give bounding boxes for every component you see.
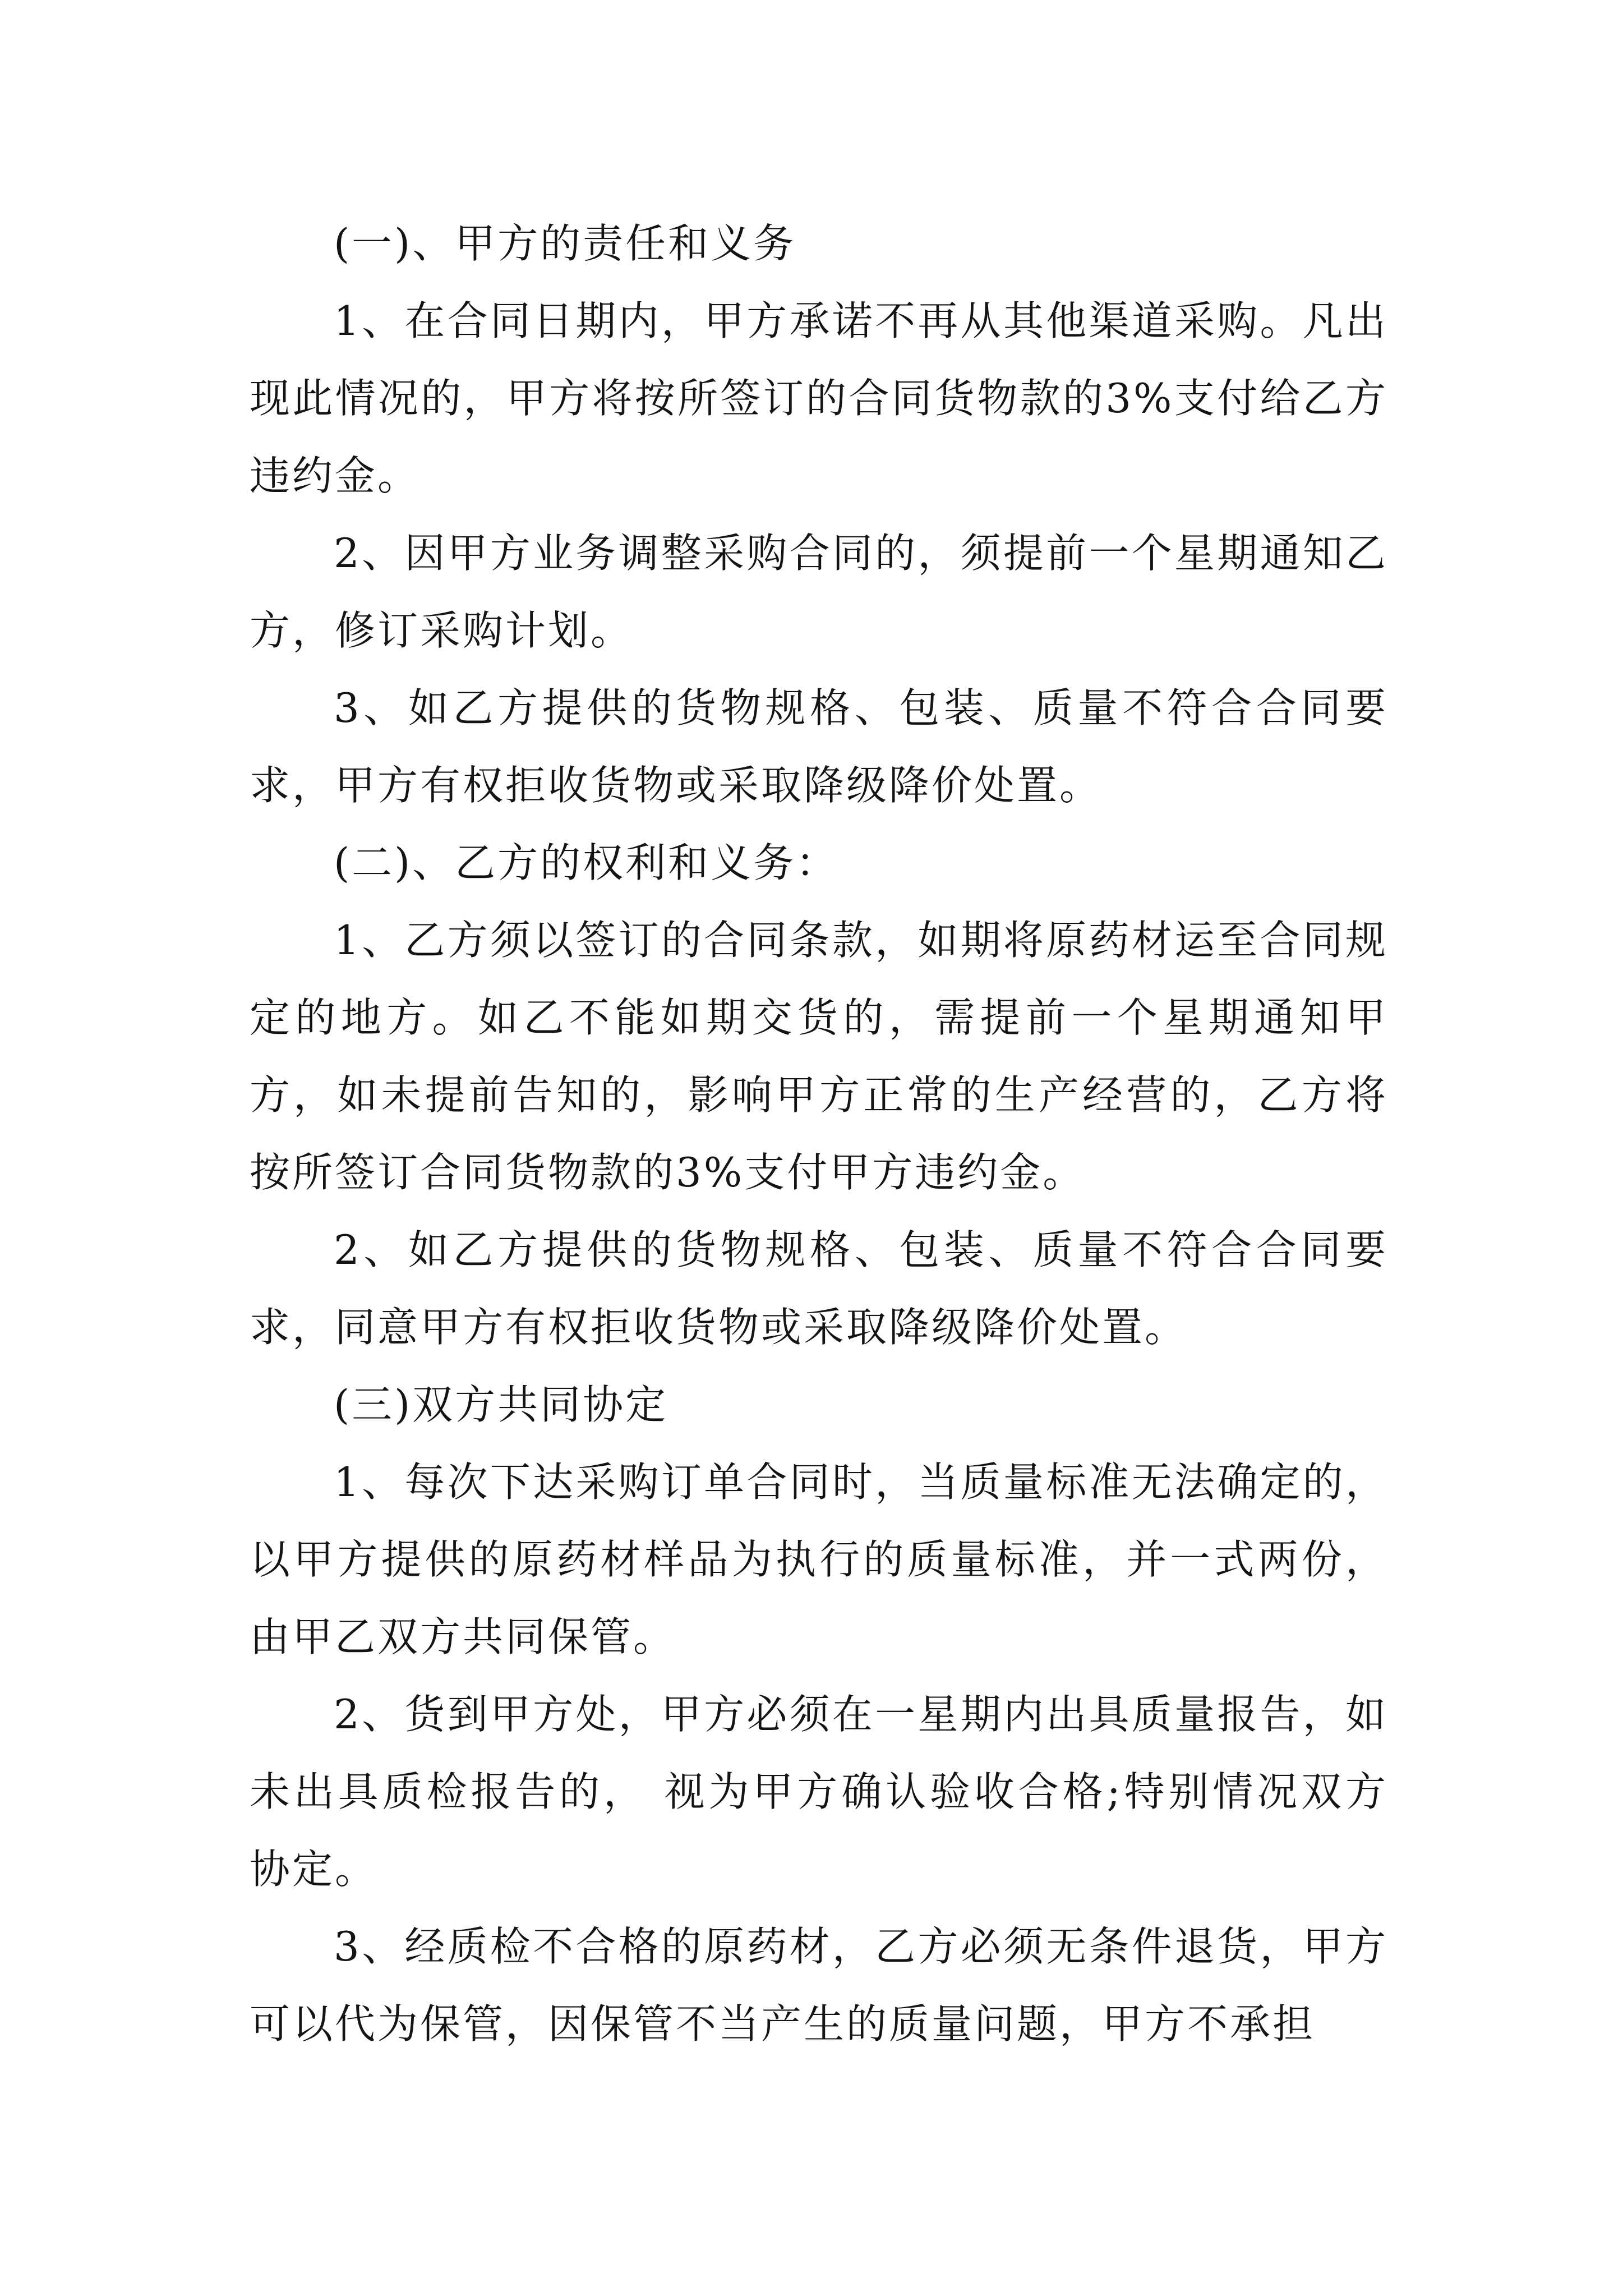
section-heading-joint: (三)双方共同协定 — [334, 1381, 668, 1428]
clause-joint-3: 3、经质检不合格的原药材，乙方必须无条件退货，甲方可以代为保管，因保管不当产生的质量问题，甲方不承担 — [250, 1923, 1388, 2047]
section-heading-party-a: (一)、甲方的责任和义务 — [334, 220, 796, 267]
clause-a-3: 3、如乙方提供的货物规格、包装、质量不符合合同要求，甲方有权拒收货物或采取降级降价处置。 — [250, 684, 1388, 809]
section-heading-party-b: (二)、乙方的权利和义务： — [334, 839, 839, 886]
clause-a-1: 1、在合同日期内，甲方承诺不再从其他渠道采购。凡出现此情况的，甲方将按所签订的合同货物款的3%支付给乙方违约金。 — [250, 297, 1388, 499]
clause-joint-2: 2、货到甲方处，甲方必须在一星期内出具质量报告，如未出具质检报告的， 视为甲方确认验收合格;特别情况双方协定。 — [250, 1691, 1388, 1893]
clause-b-2: 2、如乙方提供的货物规格、包装、质量不符合合同要求，同意甲方有权拒收货物或采取降级降价处置。 — [250, 1226, 1388, 1351]
clause-joint-1: 1、每次下达采购订单合同时，当质量标准无法确定的，以甲方提供的原药材样品为执行的质量标准，并一式两份，由甲乙双方共同保管。 — [250, 1458, 1388, 1660]
document-body — [250, 205, 1388, 2063]
clause-a-2: 2、因甲方业务调整采购合同的，须提前一个星期通知乙方，修订采购计划。 — [250, 530, 1388, 654]
clause-b-1: 1、乙方须以签订的合同条款，如期将原药材运至合同规定的地方。如乙不能如期交货的，需提前一个星期通知甲方，如未提前告知的，影响甲方正常的生产经营的，乙方将按所签订合同货物款的3%支付甲方违约金。 — [250, 917, 1388, 1196]
